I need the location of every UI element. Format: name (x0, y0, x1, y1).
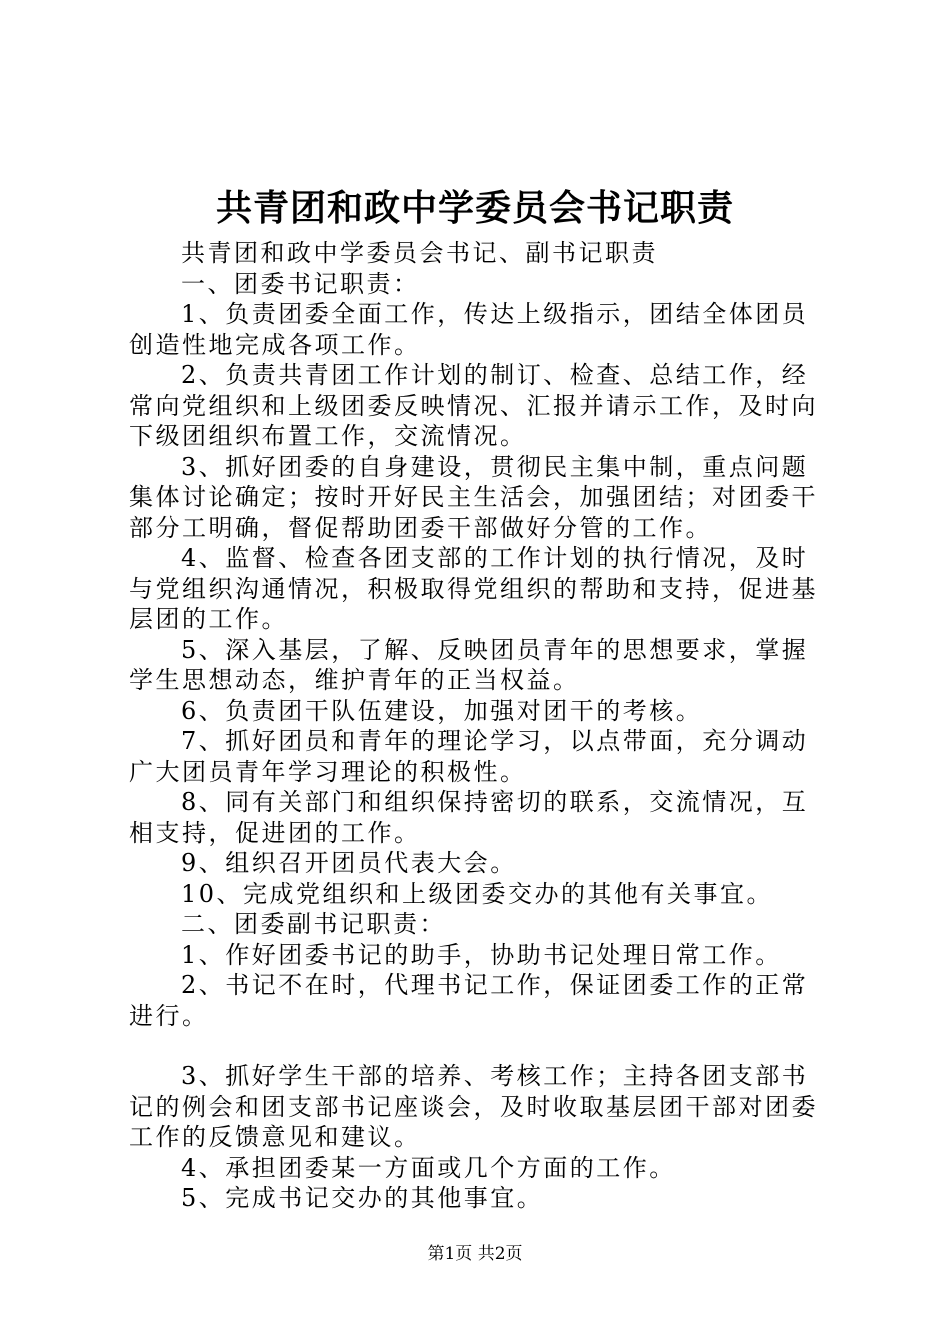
paragraph: 3、抓好学生干部的培养、考核工作；主持各团支部书记的例会和团支部书记座谈会，及时收取基层团干部对团委工作的反馈意见和建议。 (129, 1062, 818, 1151)
paragraph: 4、承担团委某一方面或几个方面的工作。 (181, 1153, 676, 1182)
page-number: 第1页 共2页 (427, 1244, 523, 1264)
section-heading-deputy: 二、团委副书记职责： (181, 910, 446, 938)
paragraph: 3、抓好团委的自身建设，贯彻民主集中制，重点问题集体讨论确定；按时开好民主生活会，加强团结；对团委干部分工明确，督促帮助团委干部做好分管的工作。 (129, 452, 818, 542)
section-heading-secretary: 一、团委书记职责： (181, 269, 420, 298)
paragraph: 2、负责共青团工作计划的制订、检查、总结工作，经常向党组织和上级团委反映情况、汇报并请示工作，及时向下级团组织布置工作，交流情况。 (129, 361, 818, 450)
paragraph: 5、完成书记交办的其他事宜。 (181, 1184, 544, 1212)
paragraph: 9、组织召开团员代表大会。 (181, 849, 517, 877)
paragraph: 1、作好团委书记的助手，协助书记处理日常工作。 (181, 940, 782, 969)
paragraph: 5、深入基层，了解、反映团员青年的思想要求，掌握学生思想动态，维护青年的正当权益。 (129, 635, 809, 694)
paragraph: 1、负责团委全面工作，传达上级指示，团结全体团员创造性地完成各项工作。 (129, 300, 809, 359)
paragraph-heading: 共青团和政中学委员会书记、副书记职责 (181, 239, 658, 267)
paragraph: 7、抓好团员和青年的理论学习，以点带面，充分调动广大团员青年学习理论的积极性。 (129, 727, 809, 786)
paragraph: 4、监督、检查各团支部的工作计划的执行情况，及时与党组织沟通情况，积极取得党组织的帮助和支持，促进基层团的工作。 (129, 544, 818, 633)
document-title: 共青团和政中学委员会书记职责 (215, 187, 734, 229)
paragraph: 2、书记不在时，代理书记工作，保证团委工作的正常进行。 (129, 971, 809, 1030)
paragraph: 10、完成党组织和上级团委交办的其他有关事宜。 (181, 879, 774, 908)
document-body (129, 238, 834, 1214)
paragraph: 6、负责团干队伍建设，加强对团干的考核。 (181, 696, 703, 725)
paragraph: 8、同有关部门和组织保持密切的联系，交流情况，互相支持，促进团的工作。 (129, 788, 809, 847)
